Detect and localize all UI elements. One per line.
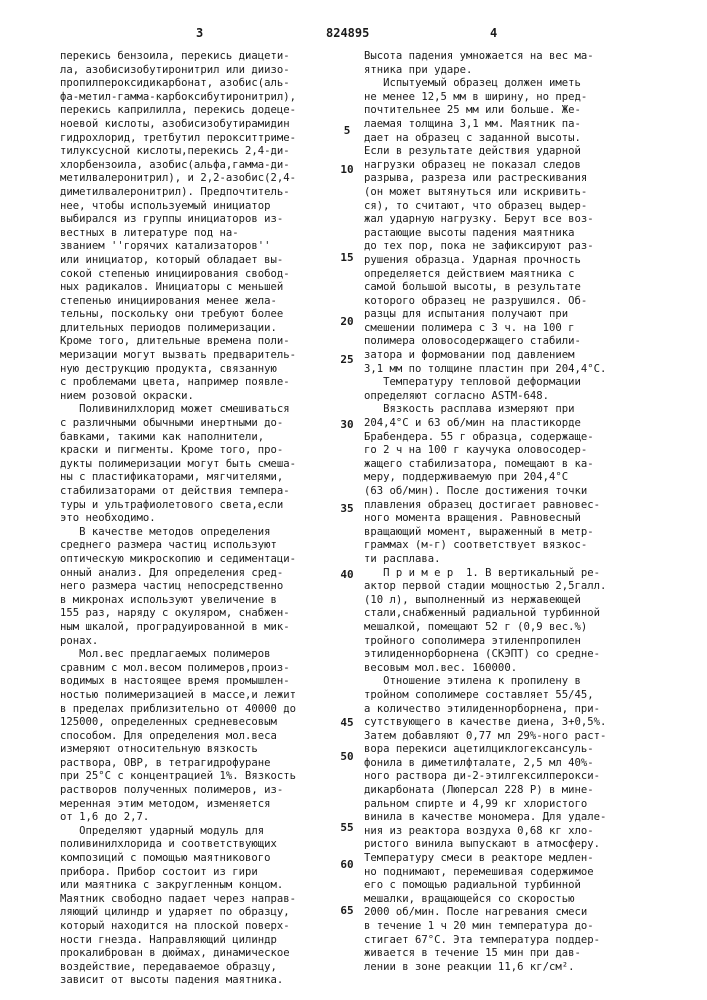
text-line: (он может вытянуться или искривить-: [364, 186, 664, 200]
text-line: туры и ультрафиолетового света,если: [60, 499, 352, 513]
text-line: ного раствора ди-2-этилгексилперокси-: [364, 770, 664, 784]
text-line: до тех пор, пока не зафиксируют раз-: [364, 240, 664, 254]
text-line: в течение 1 ч 20 мин температура до-: [364, 920, 664, 934]
text-line: почтительнее 25 мм или больше. Же-: [364, 104, 664, 118]
text-line: жащего стабилизатора, помещают в ка-: [364, 458, 664, 472]
text-line: Вязкость расплава измеряют при: [364, 403, 664, 417]
text-line: бавками, такими как наполнители,: [60, 431, 352, 445]
text-line: Испытуемый образец должен иметь: [364, 77, 664, 91]
page-number-left: 3: [196, 26, 203, 40]
page-number-right: 4: [490, 26, 497, 40]
text-line: Брабендера. 55 г образца, содержаще-: [364, 431, 664, 445]
text-line: тилуксусной кислоты,перекись 2,4-ди-: [60, 145, 352, 159]
text-line: мешалки, вращающейся со скоростью: [364, 893, 664, 907]
text-line: фа-метил-гамма-карбоксибутиронитрил),: [60, 91, 352, 105]
text-line: 204,4°С и 63 об/мин на пластикорде: [364, 417, 664, 431]
text-line: ны с пластификаторами, мягчителями,: [60, 471, 352, 485]
text-line: ноевой кислоты, азобисизобутирамидин: [60, 118, 352, 132]
text-line: ности гнезда. Направляющий цилиндр: [60, 934, 352, 948]
text-line: при 25°С с концентрацией 1%. Вязкость: [60, 770, 352, 784]
line-number: 25: [333, 353, 361, 366]
line-number: 30: [333, 418, 361, 431]
text-line: дикарбоната (Люперсал 228 Р) в мине-: [364, 784, 664, 798]
text-line: 155 раз, наряду с окуляром, снабжен-: [60, 607, 352, 621]
text-line: сокой степенью инициирования свобод-: [60, 268, 352, 282]
text-line: среднего размера частиц используют: [60, 539, 352, 553]
text-line: Отношение этилена к пропилену в: [364, 675, 664, 689]
text-line: пропилпероксидикарбонат, азобис(аль-: [60, 77, 352, 91]
text-line: диметилвалеронитрил). Предпочтитель-: [60, 186, 352, 200]
text-line: Если в результате действия ударной: [364, 145, 664, 159]
text-line: смешении полимера с 3 ч. на 100 г: [364, 322, 664, 336]
text-line: перекись каприлилла, перекись додеце-: [60, 104, 352, 118]
text-line: нием розовой окраски.: [60, 390, 352, 404]
text-line: Маятник свободно падает через направ-: [60, 893, 352, 907]
text-line: вестных в литературе под на-: [60, 227, 352, 241]
text-line: или маятника с закругленным концом.: [60, 879, 352, 893]
text-line: от 1,6 до 2,7.: [60, 811, 352, 825]
text-line: метилвалеронитрил), и 2,2-азобис(2,4-: [60, 172, 352, 186]
text-line: определяется действием маятника с: [364, 268, 664, 282]
text-line: способом. Для определения мол.веса: [60, 730, 352, 744]
text-line: Температуру тепловой деформации: [364, 376, 664, 390]
text-line: стали,снабженный радиальной турбинной: [364, 607, 664, 621]
text-line: прокалиброван в дюймах, динамическое: [60, 947, 352, 961]
text-line: тройном сополимере составляет 55/45,: [364, 689, 664, 703]
text-line: нее, чтобы используемый инициатор: [60, 200, 352, 214]
text-line: разцы для испытания получают при: [364, 308, 664, 322]
text-line: композиций с помощью маятникового: [60, 852, 352, 866]
text-line: П р и м е р 1. В вертикальный ре-: [364, 567, 664, 581]
text-line: который находится на плоской поверх-: [60, 920, 352, 934]
line-number: 5: [333, 124, 361, 137]
text-line: ристого винила выпускают в атмосферу.: [364, 838, 664, 852]
text-line: его с помощью радиальной турбинной: [364, 879, 664, 893]
text-line: полимера оловосодержащего стабили-: [364, 335, 664, 349]
text-line: перекись бензоила, перекись диацети-: [60, 50, 352, 64]
text-line: Температуру смеси в реакторе медлен-: [364, 852, 664, 866]
line-number: 60: [333, 858, 361, 871]
text-line: актор первой стадии мощностью 2,5галл.: [364, 580, 664, 594]
text-line: весовым мол.вес. 160000.: [364, 662, 664, 676]
text-line: ных радикалов. Инициаторы с меньшей: [60, 281, 352, 295]
text-line: ятника при ударе.: [364, 64, 664, 78]
text-line: сутствующего в качестве диена, 3+0,5%.: [364, 716, 664, 730]
text-line: ронах.: [60, 635, 352, 649]
text-line: (63 об/мин). После достижения точки: [364, 485, 664, 499]
text-line: затора и формовании под давлением: [364, 349, 664, 363]
text-line: онный анализ. Для определения сред-: [60, 567, 352, 581]
text-line: меренная этим методом, изменяется: [60, 798, 352, 812]
text-line: степенью инициирования менее жела-: [60, 295, 352, 309]
text-line: меризации могут вызвать предваритель-: [60, 349, 352, 363]
text-line: винила в качестве мономера. Для удале-: [364, 811, 664, 825]
text-line: дает на образец с заданной высоты.: [364, 132, 664, 146]
text-line: граммах (м-г) соответствует вязкос-: [364, 539, 664, 553]
text-line: стабилизаторами от действия темпера-: [60, 485, 352, 499]
text-line: Затем добавляют 0,77 мл 29%-ного раст-: [364, 730, 664, 744]
text-line: 2000 об/мин. После нагревания смеси: [364, 906, 664, 920]
text-line: тельны, поскольку они требуют более: [60, 308, 352, 322]
text-line: го 2 ч на 100 г каучука оловосодер-: [364, 444, 664, 458]
text-line: которого образец не разрушился. Об-: [364, 295, 664, 309]
text-line: хлорбензоила, азобис(альфа,гамма-ди-: [60, 159, 352, 173]
text-line: лаемая толщина 3,1 мм. Маятник па-: [364, 118, 664, 132]
text-line: вращающий момент, выраженный в метр-: [364, 526, 664, 540]
line-number: 50: [333, 750, 361, 763]
text-line: Кроме того, длительные времена поли-: [60, 335, 352, 349]
text-line: жал ударную нагрузку. Берут все воз-: [364, 213, 664, 227]
text-line: растающие высоты падения маятника: [364, 227, 664, 241]
text-line: ностью полимеризацией в массе,и лежит: [60, 689, 352, 703]
text-line: или инициатор, который обладает вы-: [60, 254, 352, 268]
text-line: 125000, определенных средневесовым: [60, 716, 352, 730]
patent-number: 824895: [326, 26, 369, 40]
text-line: с различными обычными инертными до-: [60, 417, 352, 431]
text-line: ным шкалой, проградуированной в мик-: [60, 621, 352, 635]
text-line: ния из реактора воздуха 0,68 кг хло-: [364, 825, 664, 839]
text-line: определяют согласно АSТМ-648.: [364, 390, 664, 404]
text-line: рушения образца. Ударная прочность: [364, 254, 664, 268]
text-line: дукты полимеризации могут быть смеша-: [60, 458, 352, 472]
left-column: [60, 50, 352, 988]
text-line: зависит от высоты падения маятника.: [60, 974, 352, 988]
text-line: раствора, ОВР, в тетрагидрофуране: [60, 757, 352, 771]
text-line: ла, азобисизобутиронитрил или диизо-: [60, 64, 352, 78]
text-line: измеряют относительную вязкость: [60, 743, 352, 757]
line-number: 15: [333, 251, 361, 264]
text-line: фонила в диметилфталате, 2,5 мл 40%-: [364, 757, 664, 771]
text-line: водимых в настоящее время промышлен-: [60, 675, 352, 689]
text-line: плавления образец достигает равновес-: [364, 499, 664, 513]
line-number: 20: [333, 315, 361, 328]
text-line: а количество этилиденнорборнена, при-: [364, 703, 664, 717]
text-line: это необходимо.: [60, 512, 352, 526]
text-line: ного момента вращения. Равновесный: [364, 512, 664, 526]
text-line: гидрохлорид, третбутил перокситтриме-: [60, 132, 352, 146]
text-line: стигает 67°С. Эта температура поддер-: [364, 934, 664, 948]
text-line: тройного сополимера этиленпропилен: [364, 635, 664, 649]
text-line: длительных периодов полимеризации.: [60, 322, 352, 336]
text-line: него размера частиц непосредственно: [60, 580, 352, 594]
text-line: выбирался из группы инициаторов из-: [60, 213, 352, 227]
text-line: воздействие, передаваемое образцу,: [60, 961, 352, 975]
text-line: Мол.вес предлагаемых полимеров: [60, 648, 352, 662]
text-line: в пределах приблизительно от 40000 до: [60, 703, 352, 717]
text-line: не менее 12,5 мм в ширину, но пред-: [364, 91, 664, 105]
line-number: 40: [333, 568, 361, 581]
text-line: Высота падения умножается на вес ма-: [364, 50, 664, 64]
text-line: краски и пигменты. Кроме того, про-: [60, 444, 352, 458]
line-number: 35: [333, 502, 361, 515]
patent-page: [0, 0, 707, 1000]
text-line: живается в течение 15 мин при дав-: [364, 947, 664, 961]
text-line: лении в зоне реакции 11,6 кг/см².: [364, 961, 664, 975]
text-line: В качестве методов определения: [60, 526, 352, 540]
text-line: самой большой высоты, в результате: [364, 281, 664, 295]
line-number: 10: [333, 163, 361, 176]
text-line: нагрузки образец не показал следов: [364, 159, 664, 173]
line-number: 45: [333, 716, 361, 729]
text-line: меру, поддерживаемую при 204,4°С: [364, 471, 664, 485]
text-line: вора перекиси ацетилциклогексансуль-: [364, 743, 664, 757]
text-line: ся), то считают, что образец выдер-: [364, 200, 664, 214]
text-line: с проблемами цвета, например появле-: [60, 376, 352, 390]
text-line: (10 л), выполненный из нержавеющей: [364, 594, 664, 608]
text-line: Поливинилхлорид может смешиваться: [60, 403, 352, 417]
text-line: званием ''горячих катализаторов'': [60, 240, 352, 254]
text-line: сравним с мол.весом полимеров,произ-: [60, 662, 352, 676]
text-line: 3,1 мм по толщине пластин при 204,4°С.: [364, 363, 664, 377]
text-line: этилиденнорборнена (СКЭПТ) со средне-: [364, 648, 664, 662]
text-line: растворов полученных полимеров, из-: [60, 784, 352, 798]
line-number: 55: [333, 821, 361, 834]
text-line: но поднимают, перемешивая содержимое: [364, 866, 664, 880]
text-line: Определяют ударный модуль для: [60, 825, 352, 839]
text-line: ляющий цилиндр и ударяет по образцу,: [60, 906, 352, 920]
text-line: ную деструкцию продукта, связанную: [60, 363, 352, 377]
text-line: поливинилхлорида и соответствующих: [60, 838, 352, 852]
text-line: ральном спирте и 4,99 кг хлористого: [364, 798, 664, 812]
text-line: в микронах используют увеличение в: [60, 594, 352, 608]
text-line: разрыва, разреза или растрескивания: [364, 172, 664, 186]
right-column: [364, 50, 664, 974]
line-number: 65: [333, 904, 361, 917]
text-line: прибора. Прибор состоит из гири: [60, 866, 352, 880]
text-line: оптическую микроскопию и седиментаци-: [60, 553, 352, 567]
text-line: мешалкой, помещают 52 г (0,9 вес.%): [364, 621, 664, 635]
text-line: ти расплава.: [364, 553, 664, 567]
